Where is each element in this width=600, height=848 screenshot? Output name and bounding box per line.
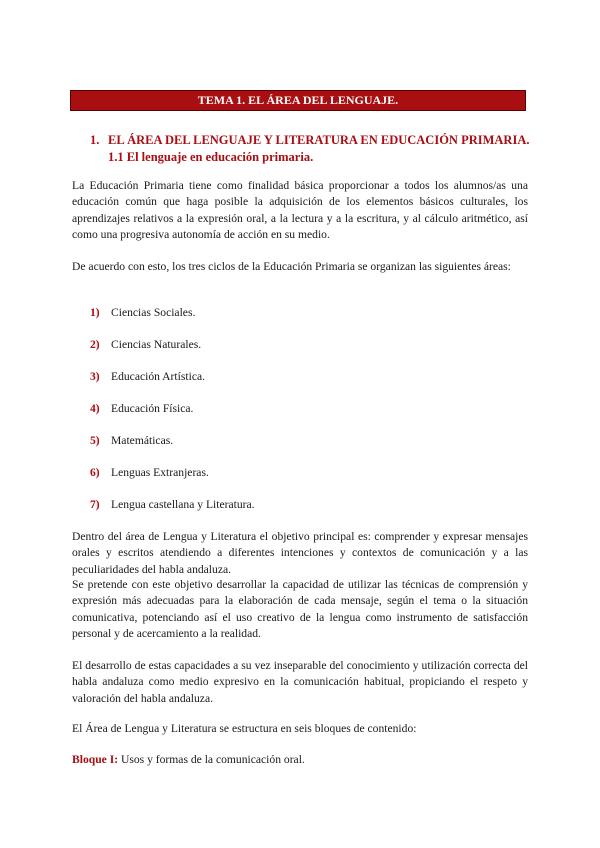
section-heading [90, 131, 529, 149]
list-item [90, 497, 255, 513]
list-item-number: 7) [90, 498, 100, 511]
list-item-number: 5) [90, 434, 100, 447]
list-item-number: 1) [90, 306, 100, 319]
page-title: TEMA 1. EL ÁREA DEL LENGUAJE. [70, 90, 526, 111]
list-item-label: Ciencias Sociales. [111, 306, 196, 319]
list-item-number: 2) [90, 338, 100, 351]
list-item-label: Educación Artística. [111, 370, 206, 383]
list-item-label: Matemáticas. [111, 434, 174, 447]
structure-paragraph: El Área de Lengua y Literatura se estructura en seis bloques de contenido: [72, 722, 417, 735]
list-item-number: 4) [90, 402, 100, 415]
objective-paragraph: Dentro del área de Lengua y Literatura el objetivo principal es: comprender y expresar mensajes orales y escritos atendiendo a diferentes intenciones y contextos de comunicación y a las peculiaridades del habla andaluza. [72, 530, 528, 576]
development-paragraph: El desarrollo de estas capacidades a su vez inseparable del conocimiento y utilización correcta del habla andaluza como medio expresivo en la comunicación habitual, propiciando el respeto y valoración del habla andaluza. [72, 659, 528, 705]
section-title: EL ÁREA DEL LENGUAJE Y LITERATURA EN EDUCACIÓN PRIMARIA. [108, 133, 530, 147]
list-item-label: Lengua castellana y Literatura. [111, 498, 255, 511]
list-item [90, 305, 195, 321]
list-item-number: 6) [90, 466, 100, 479]
capacity-paragraph: Se pretende con este objetivo desarrollar la capacidad de utilizar las técnicas de comprensión y expresión más adecuadas para la elaboración de cada mensaje, según el tema o la situación comunicativa, potenciando así el uso creativo de la lengua como instrumento de satisfacción personal y de acercamiento a la realidad. [72, 578, 528, 641]
list-item-label: Ciencias Naturales. [111, 338, 202, 351]
section-number: 1. [90, 133, 100, 147]
list-item [90, 369, 205, 385]
list-item-label: Educación Física. [111, 402, 194, 415]
list-item-label: Lenguas Extranjeras. [111, 466, 209, 479]
intro-paragraph: La Educación Primaria tiene como finalidad básica proporcionar a todos los alumnos/as una educación común que haga posible la adquisición de los elementos básicos culturales, los aprendizajes relativos a la expresión oral, a la lectura y a la escritura, y al cálculo aritmético, así como una progresiva autonomía de acción en su medio. [72, 179, 528, 242]
list-item [90, 433, 173, 449]
list-item [90, 401, 193, 417]
block-text: Usos y formas de la comunicación oral. [120, 753, 305, 766]
block-label: Bloque I: [72, 753, 119, 766]
content-block [72, 752, 305, 768]
areas-intro-paragraph: De acuerdo con esto, los tres ciclos de la Educación Primaria se organizan las siguientes áreas: [72, 260, 511, 273]
list-item-number: 3) [90, 370, 100, 383]
list-item [90, 337, 201, 353]
list-item [90, 465, 209, 481]
subsection-heading: 1.1 El lenguaje en educación primaria. [108, 150, 314, 164]
